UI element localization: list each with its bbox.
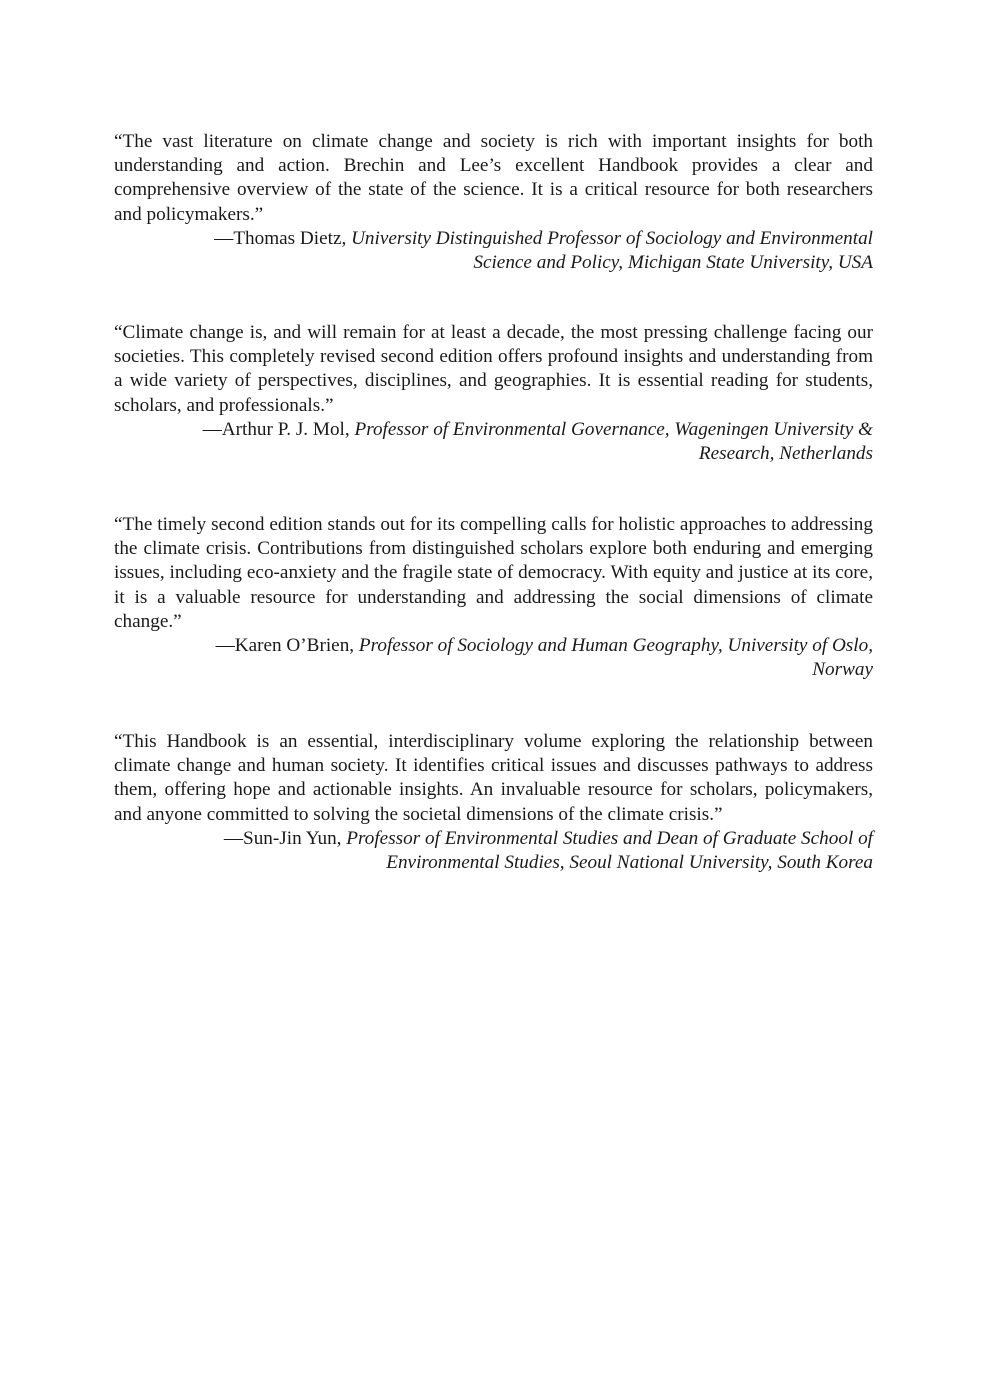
endorsement-attribution (114, 827, 873, 875)
endorser-name: —Sun-Jin Yun, (223, 827, 342, 849)
endorsement-quote: “Climate change is, and will remain for at least a decade, the most pressing challenge facing our societies. This completely revised second edition offers profound insights and understanding from a wide variety of perspectives, disciplines, and geographies. It is essential reading for students, scholars, and professionals.” (114, 322, 873, 416)
endorser-affiliation: Professor of Environmental Governance, Wageningen University & Research, Netherlands (354, 418, 873, 465)
endorsement-quote: “This Handbook is an essential, interdisciplinary volume exploring the relationship between climate change and human society. It identifies critical issues and discusses pathways to address them, offering hope and actionable insights. An invaluable resource for scholars, policymakers, and anyone committed to solving the societal dimensions of the climate crisis.” (114, 731, 873, 825)
endorser-affiliation: Professor of Environmental Studies and Dean of Graduate School of Environmental Studies, Seoul National University, South Korea (346, 827, 873, 874)
endorsement-block (114, 513, 873, 682)
endorsement-attribution (114, 227, 873, 275)
endorser-name: —Arthur P. J. Mol, (202, 418, 350, 440)
endorsement-attribution (114, 634, 873, 682)
endorser-affiliation: University Distinguished Professor of Sociology and Environmental Science and Policy, Michigan State University, USA (351, 227, 873, 274)
endorser-name: —Karen O’Brien, (215, 635, 355, 657)
endorsement-quote: “The timely second edition stands out for its compelling calls for holistic approaches to addressing the climate crisis. Contributions from distinguished scholars explore both enduring and emerging issues, including eco-anxiety and the fragile state of democracy. With equity and justice at its core, it is a valuable resource for understanding and addressing the social dimensions of climate change.” (114, 514, 873, 632)
endorsement-block (114, 321, 873, 466)
endorsement-block (114, 730, 873, 875)
endorsement-attribution (114, 418, 873, 466)
endorser-affiliation: Professor of Sociology and Human Geography, University of Oslo, Norway (358, 635, 873, 681)
endorsement-quote: “The vast literature on climate change and society is rich with important insights for both understanding and action. Brechin and Lee’s excellent Handbook provides a clear and comprehensive overview of the state of the science. It is a critical resource for both researchers and policymakers.” (114, 131, 873, 225)
endorsement-block (114, 130, 873, 275)
endorser-name: —Thomas Dietz, (214, 227, 347, 249)
